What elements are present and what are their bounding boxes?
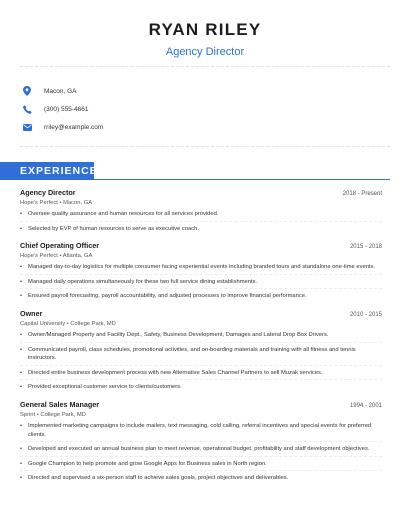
phone-icon <box>20 102 34 116</box>
job-title: Chief Operating Officer <box>20 241 100 251</box>
job-company: Sprint <box>20 411 36 418</box>
contact-divider <box>20 146 390 147</box>
job-company: Hope's Perfect <box>20 200 58 206</box>
job-entry <box>20 309 382 394</box>
job-title: General Sales Manager <box>20 399 100 409</box>
job-bullets <box>20 210 382 235</box>
job-bullet: • Oversee quality assurance and human resources for all services provided. <box>20 210 382 222</box>
contact-location <box>20 82 390 100</box>
job-header <box>20 400 382 409</box>
job-bullet: • Ensured payroll forecasting, payroll accountability, and adjusted processes to improve financial performance. <box>20 292 382 303</box>
candidate-name: RYAN RILEY <box>148 20 262 39</box>
job-bullet: • Provided exceptional customer service to clients/customers. <box>20 383 382 394</box>
job-bullet: • Managed day-to-day logistics for multiple consumer facing experiential events including branded tours and standalone one-time events. <box>20 263 382 275</box>
contact-email <box>20 118 390 136</box>
job-company: Capital University <box>20 320 66 327</box>
job-location: College Park, MD <box>40 411 86 418</box>
job-entry <box>20 188 382 235</box>
job-bullets <box>20 263 382 303</box>
candidate-title: Agency Director <box>165 46 245 58</box>
envelope-icon <box>20 120 34 134</box>
job-dates: 1994 - 2001 <box>349 402 382 409</box>
job-location: Atlanta, GA <box>62 253 93 260</box>
job-employer-line: Hope's Perfect • Atlanta, GA <box>20 253 93 260</box>
job-title: Owner <box>20 308 43 318</box>
job-bullet: • Google Champion to help promote and grow Google Apps for Business sales in North region. <box>20 460 382 472</box>
job-bullet: • Communicated payroll, class schedules, promotional activities, and on-boarding materials and training with all fitness and tennis instructors. <box>20 346 382 366</box>
job-location: College Park, MD <box>70 320 116 327</box>
job-dates: 2015 - 2018 <box>349 244 382 251</box>
job-header <box>20 188 382 197</box>
job-header <box>20 309 382 318</box>
contact-email-text: rriley@example.com <box>44 123 104 131</box>
job-bullet: • Implemented marketing campaigns to include mailers, text messaging, cold calling, referral incentives and special events for preferred clients. <box>20 422 382 442</box>
job-bullet: • Selected by EVP of human resources to serve as executive coach. <box>20 225 382 236</box>
job-dates: 2010 - 2015 <box>349 311 382 318</box>
contact-phone-text: (300) 555-4661 <box>44 105 89 113</box>
job-entry <box>20 400 382 485</box>
experience-list <box>20 188 382 491</box>
job-employer-line: Sprint • College Park, MD <box>20 411 86 418</box>
job-employer-line: Hope's Perfect • Macon, GA <box>20 200 93 206</box>
contact-block <box>20 82 390 136</box>
job-dates: 2018 - Present <box>342 191 382 197</box>
job-bullet: • Managed daily operations simultaneously for these two full service dining establishments. <box>20 278 382 290</box>
job-bullet: • Developed and executed an annual business plan to meet revenue, operational budget, profitability and staff development objectives. <box>20 445 382 457</box>
job-company: Hope's Perfect <box>20 253 58 260</box>
job-employer-line: Capital University • College Park, MD <box>20 320 116 327</box>
job-bullet: • Directed entire business development process with new Alternative Sales Channel Partners to sell Muzak services. <box>20 369 382 381</box>
job-bullets <box>20 331 382 394</box>
contact-phone <box>20 100 390 118</box>
job-location: Macon, GA <box>63 200 93 206</box>
job-bullets <box>20 422 382 485</box>
contact-location-text: Macon, GA <box>44 87 77 95</box>
job-header <box>20 241 382 250</box>
job-title: Agency Director <box>20 188 76 197</box>
resume-header <box>0 0 410 59</box>
location-pin-icon <box>20 84 34 98</box>
header-divider <box>20 66 390 67</box>
job-bullet: • Directed and supervised a six-person staff to achieve sales goals, project objectives and deliverables. <box>20 474 382 485</box>
job-entry <box>20 241 382 303</box>
experience-section-heading: EXPERIENCE <box>0 162 94 180</box>
section-underline <box>94 179 390 180</box>
job-bullet: • Owner/Managed Property and Facility Dept., Safety, Business Development, Damages and Lateral Drop Box Drivers. <box>20 331 382 343</box>
